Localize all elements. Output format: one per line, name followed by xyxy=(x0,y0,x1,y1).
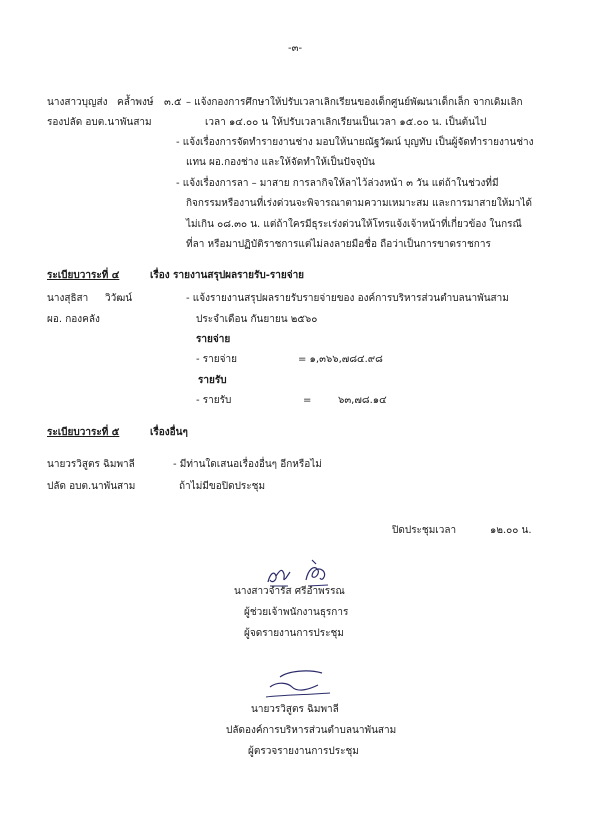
recorder-role: ผู้จดรายงานการประชุม xyxy=(244,628,344,639)
checker-name: นายวรวิสูตร ฉิมพาลี xyxy=(251,704,339,715)
agenda-heading-title: เรื่อง รายงานสรุปผลรายรับ-รายจ่าย xyxy=(150,270,305,281)
paragraph-line: กิจกรรมหรืองานที่เร่งด่วนจะพิจารณาตามความเหมาะสม และการมาสายให้มาได้ xyxy=(186,198,533,209)
agenda-heading-label: ระเบียบวาระที่ ๔ xyxy=(47,270,120,281)
paragraph-line: - แจ้งเรื่องการลา – มาสาย การลากิจให้ลาไว้ล่วงหน้า ๓ วัน แต่ถ้าในช่วงที่มี xyxy=(176,178,499,189)
income-value: ๖๓,๗๘.๑๔ xyxy=(338,395,387,406)
closing-time: ๑๒.๐๐ น. xyxy=(490,525,532,536)
paragraph-line: - แจ้งรายงานสรุปผลรายรับรายจ่ายของ องค์การบริหารส่วนตำบลนาพันสาม xyxy=(186,293,509,304)
closing-label: ปิดประชุมเวลา xyxy=(392,525,457,536)
paragraph-line: ที่ลา หรือมาปฏิบัติราชการแต่ไม่ลงลายมือชื่อ ถือว่าเป็นการขาดราชการ xyxy=(186,239,491,250)
agenda-heading-title: เรื่องอื่นๆ xyxy=(150,427,188,438)
expense-label: - รายจ่าย xyxy=(196,354,237,365)
paragraph-line: เวลา ๑๔.๐๐ น ให้ปรับเวลาเลิกเรียนเป็นเวลา ๑๕.๐๐ น. เป็นต้นไป xyxy=(205,117,487,128)
speaker-surname: คล้ำพงษ์ xyxy=(117,97,154,108)
checker-role: ผู้ตรวจรายงานการประชุม xyxy=(248,746,359,757)
paragraph-line: – แจ้งกองการศึกษาให้ปรับเวลาเลิกเรียนของเด็กศูนย์พัฒนาเด็กเล็ก จากเดิมเลิก xyxy=(186,97,523,108)
expense-value: = ๑,๓๖๖,๗๘๔.๙๘ xyxy=(298,354,383,365)
paragraph-line: แทน ผอ.กองช่าง และให้จัดทำให้เป็นปัจจุบัน xyxy=(186,157,375,168)
paragraph-line: ไม่เกิน ๐๘.๓๐ น. แต่ถ้าใครมีธุระเร่งด่วนให้โทรแจ้งเจ้าหน้าที่เกี่ยวข้อง ในกรณี xyxy=(186,219,522,230)
speaker-position: ปลัด อบต.นาพันสาม xyxy=(47,481,136,492)
agenda-heading-label: ระเบียบวาระที่ ๕ xyxy=(47,427,120,438)
item-number: ๓.๕ xyxy=(164,97,182,108)
income-label: - รายรับ xyxy=(196,395,232,406)
checker-title: ปลัดองค์การบริหารส่วนตำบลนาพันสาม xyxy=(226,725,397,736)
paragraph-line: - มีท่านใดเสนอเรื่องอื่นๆ อีกหรือไม่ xyxy=(173,459,322,470)
speaker-name: นายวรวิสูตร ฉิมพาลี xyxy=(47,459,135,470)
speaker-name: นางสาวบุญส่ง xyxy=(47,97,108,108)
paragraph-line: - แจ้งเรื่องการจัดทำรายงานช่าง มอบให้นายณัฐวัฒน์ บุญทับ เป็นผู้จัดทำรายงานช่าง xyxy=(176,137,534,148)
checker-signature xyxy=(258,665,338,705)
speaker-position: ผอ. กองคลัง xyxy=(47,314,100,325)
expense-heading: รายจ่าย xyxy=(196,334,231,345)
speaker-position: รองปลัด อบต.นาพันสาม xyxy=(47,117,152,128)
speaker-surname: วิวัฒน์ xyxy=(105,293,133,304)
page-number: -๓- xyxy=(288,43,303,54)
income-equals: = xyxy=(303,395,312,406)
paragraph-line: ถ้าไม่มีขอปิดประชุม xyxy=(179,481,266,492)
recorder-title: ผู้ช่วยเจ้าพนักงานธุรการ xyxy=(244,607,349,618)
paragraph-line: ประจำเดือน กันยายน ๒๕๖๐ xyxy=(196,314,318,325)
income-heading: รายรับ xyxy=(198,375,227,386)
recorder-name: นางสาวจำรัส ศรีอำพรรณ xyxy=(234,586,345,597)
speaker-name: นางสุธิสา xyxy=(47,293,89,304)
